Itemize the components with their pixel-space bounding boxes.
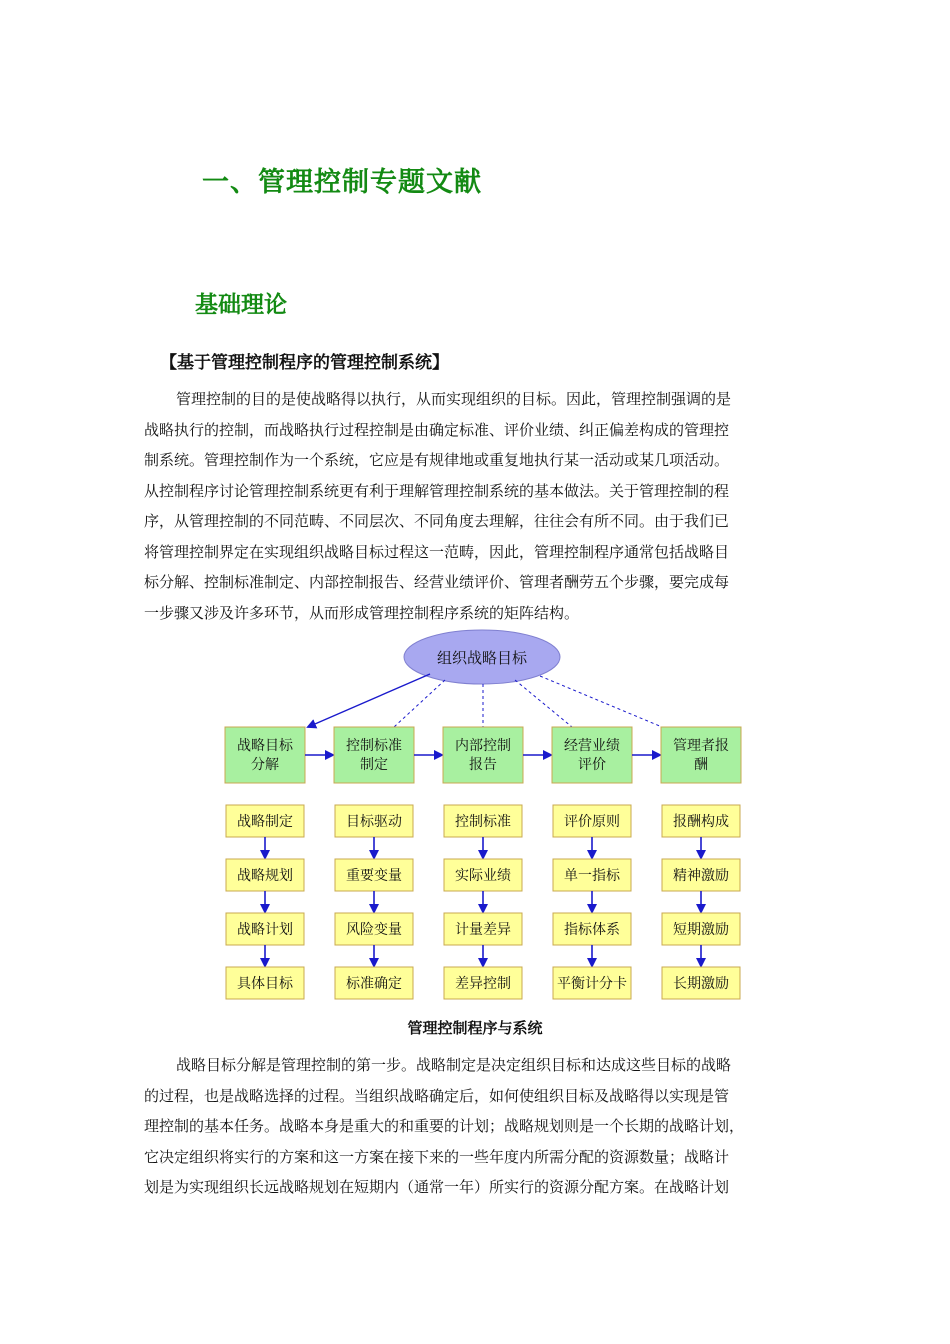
paragraph-line: 从控制程序讨论管理控制系统更有利于理解管理控制系统的基本做法。关于管理控制的程 [144,481,730,500]
paragraph-line: 理控制的基本任务。战略本身是重大的和重要的计划；战略规划则是一个长期的战略计划， [144,1117,745,1135]
sub-step-label: 风险变量 [346,922,402,938]
sub-step-label: 战略计划 [237,922,293,938]
paragraph-line: 序，从管理控制的不同范畴、不同层次、不同角度去理解，往往会有所不同。由于我们已 [144,512,730,530]
step-header-label: 评价 [578,757,606,773]
sub-step-label: 战略规划 [237,868,293,884]
paragraph-line: 战略执行的控制，而战略执行过程控制是由确定标准、评价业绩、纠正偏差构成的管理控 [144,420,730,439]
subsection-heading: 基础理论 [195,292,287,318]
sub-step-label: 重要变量 [346,868,402,884]
step-header-label: 经营业绩 [564,738,620,754]
sub-step-label: 控制标准 [455,814,511,830]
step-header-label: 管理者报 [673,738,729,754]
paragraph-line: 一步骤又涉及许多环节，从而形成管理控制程序系统的矩阵结构。 [144,603,580,622]
step-header-label: 报告 [469,757,497,773]
paragraph-line: 管理控制的目的是使战略得以执行，从而实现组织的目标。因此，管理控制强调的是 [176,390,732,408]
step-header-box [225,727,305,783]
paragraph-line: 制系统。管理控制作为一个系统，它应是有规律地或重复地执行某一活动或某几项活动。 [144,451,730,469]
root-arrow [308,674,430,727]
sub-step-label: 短期激励 [673,922,729,938]
paragraph-line: 的过程，也是战略选择的过程。当组织战略确定后，如何使组织目标及战略得以实现是管 [144,1086,730,1105]
sub-step-label: 长期激励 [673,976,729,992]
step-header-label: 分解 [251,757,279,773]
step-header-box [552,727,632,783]
step-header-label: 战略目标 [237,738,293,754]
step-header-box [661,727,741,783]
paragraph-line: 划是为实现组织长远战略规划在短期内（通常一年）所实行的资源分配方案。在战略计划 [144,1178,730,1196]
root-dashed-link [515,680,572,727]
sub-step-label: 具体目标 [237,976,293,992]
sub-step-label: 计量差异 [455,922,511,938]
paragraph-line: 它决定组织将实行的方案和这一方案在接下来的一些年度内所需分配的资源数量；战略计 [144,1147,730,1166]
sub-step-label: 战略制定 [237,814,293,830]
sub-step-label: 平衡计分卡 [557,976,627,992]
topic-heading: 【基于管理控制程序的管理控制系统】 [160,353,449,373]
sub-step-label: 单一指标 [564,868,620,884]
step-header-label: 制定 [360,757,388,773]
sub-step-label: 目标驱动 [346,814,402,830]
section-heading: 一、管理控制专题文献 [202,167,482,198]
paragraph-line: 标分解、控制标准制定、内部控制报告、经营业绩评价、管理者酬劳五个步骤，要完成每 [144,573,730,591]
step-header-box [334,727,414,783]
sub-step-label: 评价原则 [564,814,620,830]
sub-step-label: 标准确定 [346,976,402,992]
sub-step-label: 指标体系 [564,922,620,938]
step-header-box [443,727,523,783]
root-dashed-link [540,676,662,727]
diagram-caption: 管理控制程序与系统 [407,1019,543,1037]
sub-step-label: 实际业绩 [455,868,511,884]
paragraph-2 [144,1050,809,1203]
root-label: 组织战略目标 [436,649,528,667]
sub-step-label: 精神激励 [673,868,729,884]
step-header-label: 酬 [694,757,708,773]
sub-step-label: 差异控制 [455,976,511,992]
paragraph-line: 将管理控制界定在实现组织战略目标过程这一范畴，因此，管理控制程序通常包括战略目 [144,542,730,561]
paragraph-line: 战略目标分解是管理控制的第一步。战略制定是决定组织目标和达成这些目标的战略 [176,1056,732,1074]
step-header-label: 内部控制 [455,738,511,754]
step-header-label: 控制标准 [346,738,402,754]
sub-step-label: 报酬构成 [673,814,729,830]
